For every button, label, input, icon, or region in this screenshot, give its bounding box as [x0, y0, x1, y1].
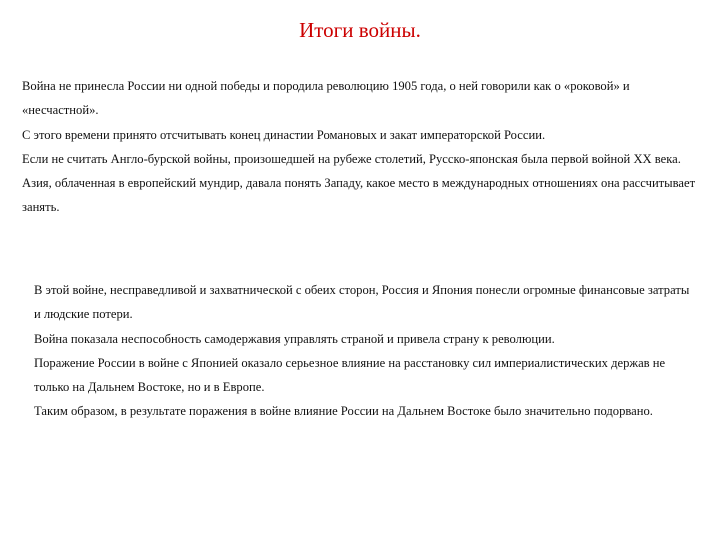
text-block-results: [22, 74, 702, 220]
text-block-consequences: [34, 278, 694, 424]
paragraph: Таким образом, в результате поражения в войне влияние России на Дальнем Востоке было значительно подорвано.: [34, 404, 653, 419]
paragraph: Война не принесла России ни одной победы и породила революцию 1905 года, о ней говорили как о «роковой» и «несчастной».: [22, 79, 630, 118]
paragraph: Поражение России в войне с Японией оказало серьезное влияние на расстановку сил империалистических держав не только на Дальнем Востоке, но и в Европе.: [34, 355, 666, 395]
paragraph: С этого времени принято отсчитывать конец династии Романовых и закат императорской России.: [22, 127, 546, 142]
paragraph: Война показала неспособность самодержавия управлять страной и привела страну к революции.: [34, 331, 555, 346]
slide-title: Итоги войны.: [299, 18, 421, 42]
paragraph: Если не считать Англо-бурской войны, произошедшей на рубеже столетий, Русско-японская была первой войной XX века.: [22, 151, 681, 166]
paragraph: Азия, облаченная в европейский мундир, давала понять Западу, какое место в международных отношениях она рассчитывает занять.: [22, 176, 696, 215]
paragraph: В этой войне, несправедливой и захватнической с обеих сторон, Россия и Япония понесли огромные финансовые затраты и людские потери.: [34, 283, 690, 322]
